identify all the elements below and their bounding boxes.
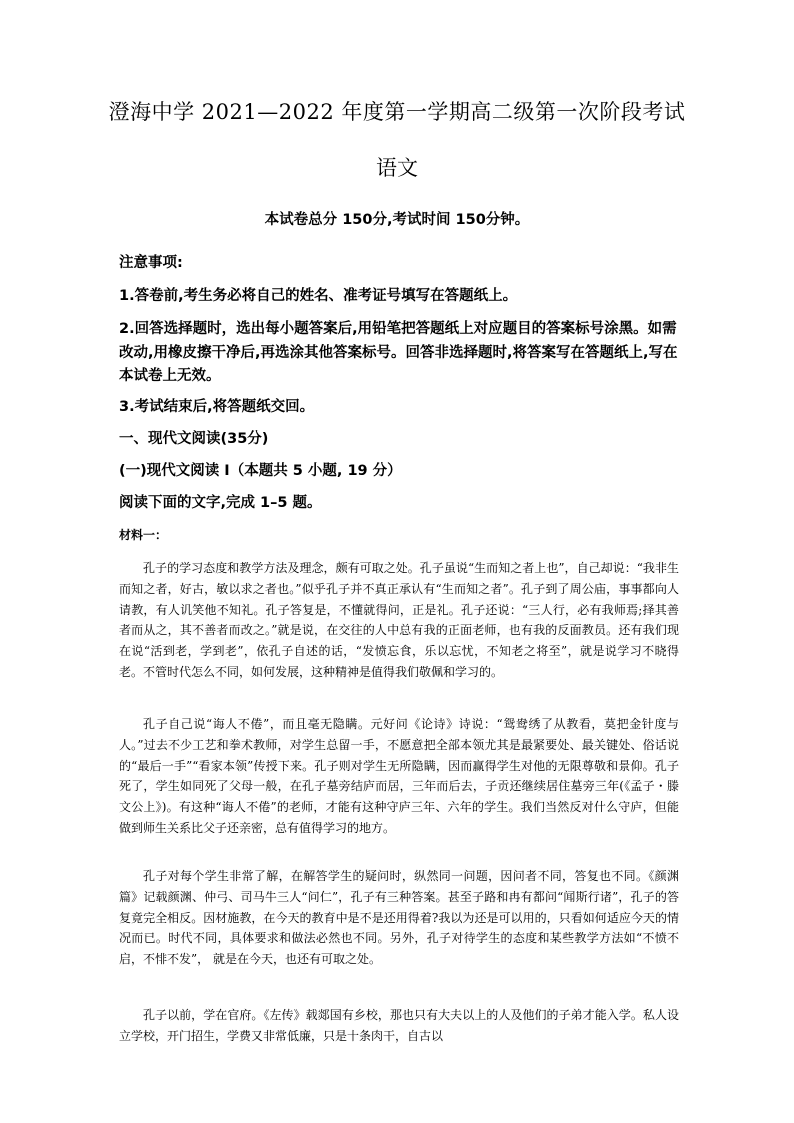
material-paragraph: 孔子自己说“诲人不倦”，而且毫无隐瞒。元好问《论诗》诗说：“鸳鸯绣了从教看，莫把金针度与人。”过去不少工艺和拳术教师，对学生总留一手，不愿意把全部本领尤其是最紧要处、最关键处、俗话说的“最后一手”“看家本领”传授下来。孔子则对学生无所隐瞒，因而赢得学生对他的无限尊敬和景仰。孔子死了，学生如同死了父母一般，在孔子墓旁结庐而居，三年而后去，子贡还继续居住墓旁三年(《孟子・滕文公上》)。有这种“诲人不倦”的老师，才能有这种守庐三年、六年的学生。我们当然反对什么守庐，但能做到师生关系比父子还亲密，总有值得学习的地方。 bbox=[119, 717, 679, 835]
notice-item-3: 3.考试结束后,将答题纸交回。 bbox=[119, 399, 315, 415]
subject-title: 语文 bbox=[376, 156, 418, 180]
notice-heading: 注意事项: bbox=[119, 255, 183, 271]
notice-item-2: 2.回答选择题时，选出每小题答案后,用铅笔把答题纸上对应题目的答案标号涂黑。如需改动,用橡皮擦干净后,再选涂其他答案标号。回答非选择题时,将答案写在答题纸上,写在本试卷上无效。 bbox=[119, 321, 678, 384]
material-paragraph: 孔子对每个学生非常了解，在解答学生的疑问时，纵然同一问题，因问者不同，答复也不同。《颜渊篇》记载颜渊、仲弓、司马牛三人“问仁”，孔子有三种答案。甚至子路和冉有都问“闻斯行诸”，孔子的答复竟完全相反。因材施教，在今天的教育中是不是还用得着?我以为还是可以用的，只看如何适应今天的情况而已。时代不同，具体要求和做法必然也不同。另外，孔子对待学生的态度和某些教学方法如“不愤不启，不悱不发”， 就是在今天，也还有可取之处。 bbox=[119, 869, 679, 967]
notice-item-1: 1.答卷前,考生务必将自己的姓名、准考证号填写在答题纸上。 bbox=[119, 288, 518, 304]
section-heading: 一、现代文阅读(35分) bbox=[119, 431, 269, 447]
section-instruction: 阅读下面的文字,完成 1–5 题。 bbox=[119, 495, 322, 511]
material-paragraph: 孔子以前，学在官府。《左传》载郯国有乡校，那也只有大夫以上的人及他们的子弟才能入学。私人设立学校，开门招生，学费又非常低廉，只是十条肉干，自古以 bbox=[119, 1008, 679, 1043]
exam-info: 本试卷总分 150分,考试时间 150分钟。 bbox=[264, 212, 530, 228]
material-paragraph: 孔子的学习态度和教学方法及理念，颇有可取之处。孔子虽说“生而知之者上也”，自己却说：“我非生而知之者，好古，敏以求之者也。”似乎孔子并不真正承认有“生而知之者”。孔子到了周公庙，事事都向人请教，有人讥笑他不知礼。孔子答复是，不懂就得问，正是礼。孔子还说：“三人行，必有我师焉;择其善者而从之，其不善者而改之。”就是说，在交往的人中总有我的正面老师，也有我的反面教员。还有我们现在说“活到老，学到老”，依孔子自述的话，“发愤忘食，乐以忘忧，不知老之将至”，就是说学习不晓得老。不管时代怎么不同，如何发展，这种精神是值得我们敬佩和学习的。 bbox=[119, 561, 679, 679]
section-sub-heading: (一)现代文阅读 I（本题共 5 小题, 19 分） bbox=[119, 463, 402, 479]
exam-title: 澄海中学 2021—2022 年度第一学期高二级第一次阶段考试 bbox=[108, 100, 686, 124]
material-label: 材料一： bbox=[119, 528, 168, 542]
